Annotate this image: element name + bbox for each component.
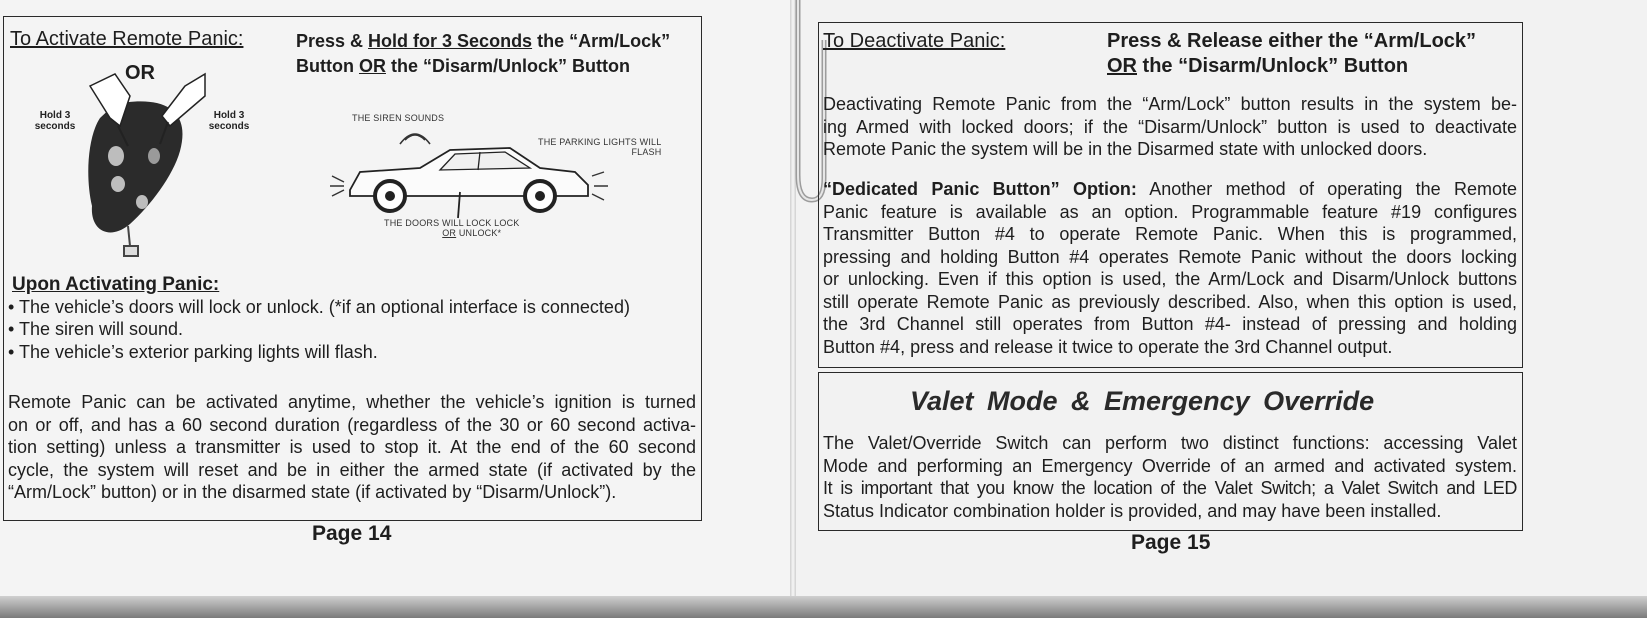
or-label: OR bbox=[125, 62, 155, 84]
activate-instruction-line1: Press & Hold for 3 Seconds the “Arm/Lock” bbox=[296, 31, 671, 51]
paragraph-line: the 3rd Channel still operates from Button #4- instead of pressing and holding bbox=[823, 314, 1517, 334]
hold-left-label: Hold 3 seconds bbox=[34, 110, 76, 132]
deactivate-instruction-line2: OR the “Disarm/Unlock” Button bbox=[1107, 55, 1409, 77]
doors-label: THE DOORS WILL LOCK LOCK OR UNLOCK* bbox=[384, 218, 520, 238]
paragraph-line: It is important that you know the location of the Valet Switch; a Valet Switch and LED bbox=[823, 478, 1517, 498]
paragraph-line: Remote Panic can be activated anytime, whether the vehicle’s ignition is turned bbox=[8, 392, 696, 412]
bullet-lights: • The vehicle’s exterior parking lights will flash. bbox=[8, 342, 378, 362]
paragraph-line: Deactivating Remote Panic from the “Arm/Lock” button results in the system be- bbox=[823, 94, 1517, 114]
paragraph-line: “Arm/Lock” button) or in the disarmed state (if activated by “Disarm/Unlock”). bbox=[8, 482, 617, 502]
paragraph-line: The Valet/Override Switch can perform two distinct functions: accessing Valet bbox=[823, 433, 1517, 453]
valet-heading: Valet Mode & Emergency Override bbox=[910, 386, 1375, 416]
paragraph-line: tion setting) unless a transmitter is used to stop it. At the end of the 60 second bbox=[8, 437, 696, 457]
paragraph-line: cycle, the system will reset and be in either the armed state (if activated by the bbox=[8, 459, 696, 480]
paragraph-line: Remote Panic the system will be in the Disarmed state with unlocked doors. bbox=[823, 139, 1428, 159]
upon-activating-heading: Upon Activating Panic: bbox=[12, 274, 220, 295]
left-page bbox=[0, 0, 790, 618]
paragraph-line: Mode and performing an Emergency Override of an armed and activated system. bbox=[823, 455, 1517, 476]
bullet-siren: • The siren will sound. bbox=[8, 319, 184, 339]
remote-transmitter-illustration bbox=[30, 56, 280, 266]
deactivate-paragraph bbox=[823, 93, 1517, 161]
valet-paragraph bbox=[823, 432, 1517, 522]
parking-lights-label: THE PARKING LIGHTS WILL FLASH bbox=[538, 137, 662, 157]
paragraph-line: or unlocking. Even if this option is used, the Arm/Lock and Disarm/Unlock buttons bbox=[823, 269, 1517, 289]
panic-duration-paragraph bbox=[8, 391, 696, 504]
paragraph-line: ing Armed with locked doors; if the “Disarm/Unlock” button is used to deactivate bbox=[823, 116, 1517, 137]
page-bottom-edge bbox=[0, 596, 1647, 618]
paragraph-line: Panic feature is available as an option. Programmable feature #19 configures bbox=[823, 201, 1517, 222]
paragraph-line: Status Indicator combination holder is provided, and may have been installed. bbox=[823, 500, 1442, 521]
dedicated-option-title: “Dedicated Panic Button” Option: bbox=[823, 179, 1137, 199]
bullet-doors: • The vehicle’s doors will lock or unlock. (*if an optional interface is connected) bbox=[8, 297, 630, 317]
activate-heading: To Activate Remote Panic: bbox=[10, 28, 244, 50]
paragraph-line: Transmitter Button #4 to operate Remote Panic. When this is programmed, bbox=[823, 224, 1517, 244]
paragraph-line: still operate Remote Panic as previously described. Also, when this option is used, bbox=[823, 291, 1517, 312]
right-page bbox=[796, 0, 1647, 618]
page-number-left: Page 14 bbox=[312, 522, 392, 545]
paragraph-line: Button #4, press and release it twice to operate the 3rd Channel output. bbox=[823, 336, 1393, 357]
deactivate-instruction-line1: Press & Release either the “Arm/Lock” bbox=[1107, 30, 1477, 52]
dedicated-panic-paragraph bbox=[823, 178, 1517, 358]
paragraph-line: on or off, and has a 60 second duration (regardless of the 30 or 60 second activa- bbox=[8, 414, 696, 435]
deactivate-heading: To Deactivate Panic: bbox=[823, 30, 1006, 52]
key-fob-icon bbox=[30, 56, 280, 266]
siren-label: THE SIREN SOUNDS bbox=[352, 113, 445, 123]
activate-instruction-line2: Button OR the “Disarm/Unlock” Button bbox=[296, 56, 631, 76]
hold-right-label: Hold 3 seconds bbox=[208, 110, 250, 132]
page-number-right: Page 15 bbox=[1131, 531, 1211, 554]
paragraph-line: pressing and holding Button #4 operates Remote Panic without the doors locking bbox=[823, 246, 1517, 267]
paragraph-line: “Dedicated Panic Button” Option: Another method of operating the Remote bbox=[823, 179, 1517, 199]
